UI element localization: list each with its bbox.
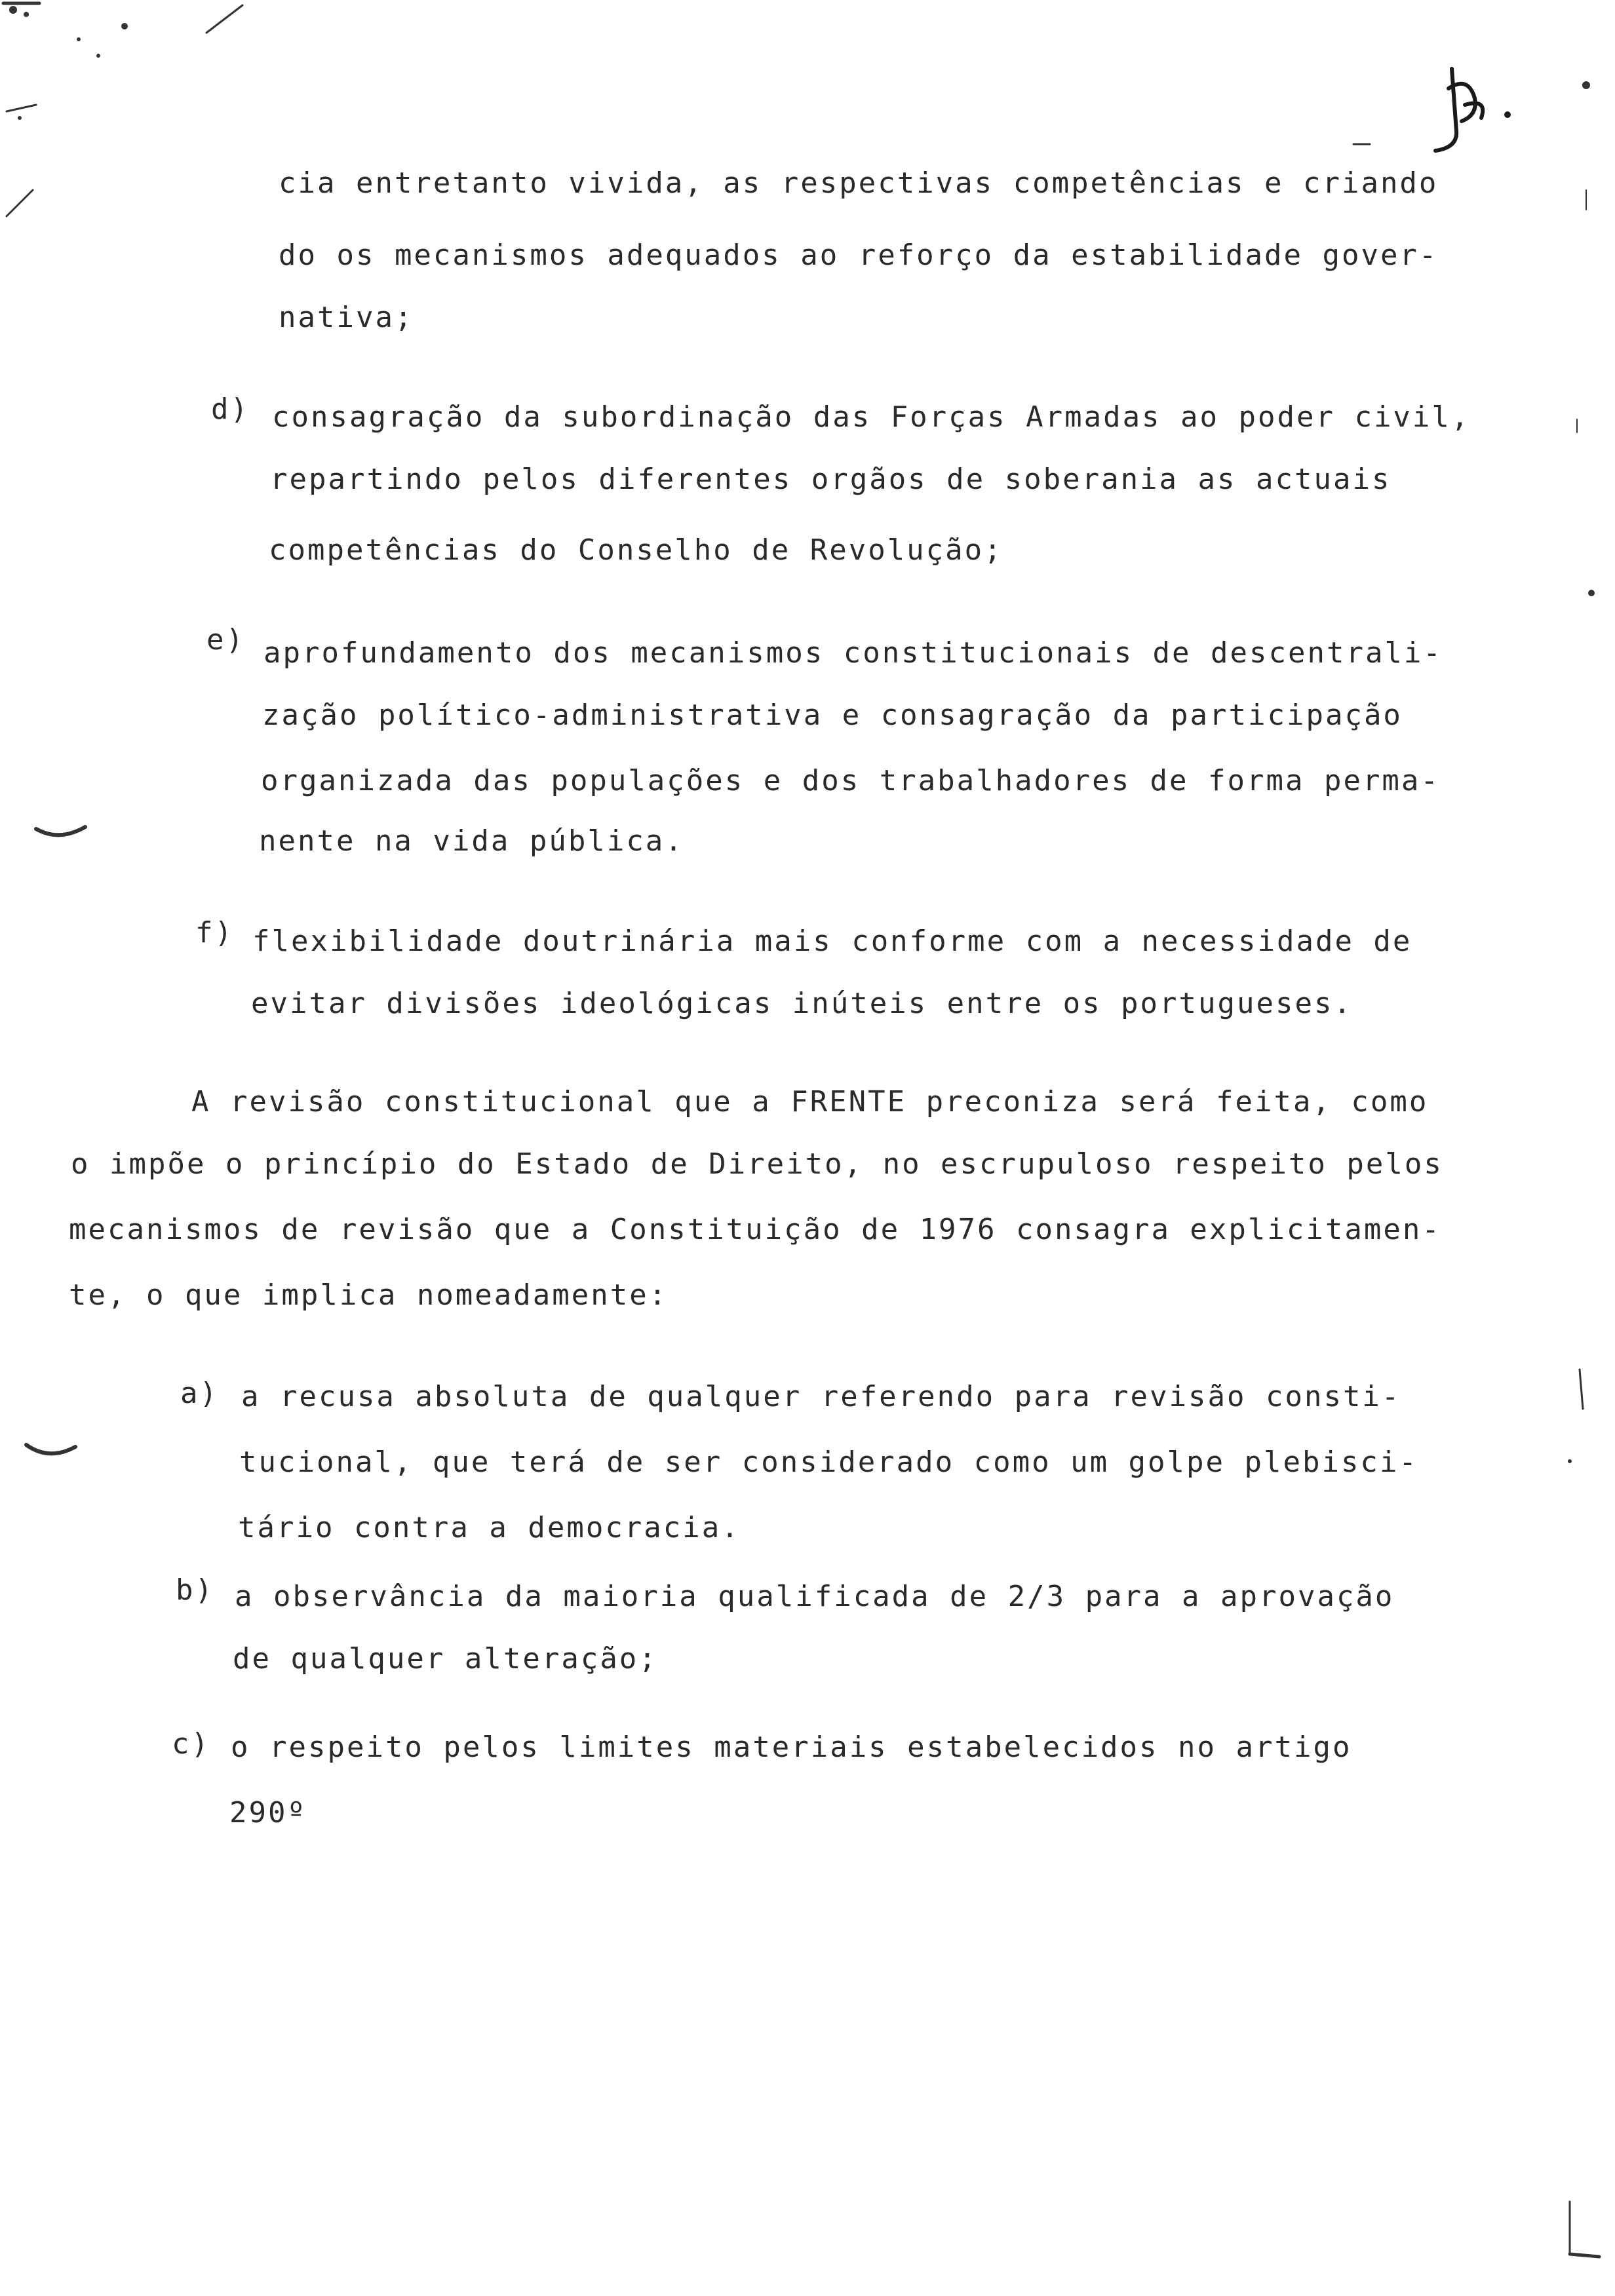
list-marker-f: f) — [195, 916, 234, 949]
list-marker-e: e) — [206, 623, 245, 657]
list-item-c-line: o respeito pelos limites materiais estabelecidos no artigo — [231, 1731, 1352, 1764]
list-marker-c: c) — [172, 1727, 210, 1761]
list-item-e-line: nente na vida pública. — [259, 824, 684, 858]
paragraph-line: o impõe o princípio do Estado de Direito, no escrupuloso respeito pelos — [71, 1147, 1443, 1181]
list-item-a-line: tucional, que terá de ser considerado como um golpe plebisci- — [239, 1445, 1418, 1479]
continuation-line: do os mecanismos adequados ao reforço da estabilidade gover- — [279, 239, 1439, 272]
handwritten-page-mark — [1416, 59, 1521, 164]
paragraph-line: te, o que implica nomeadamente: — [69, 1278, 669, 1312]
continuation-line: nativa; — [279, 301, 414, 334]
continuation-line: cia entretanto vivida, as respectivas competências e criando — [279, 166, 1439, 200]
list-item-a-line: tário contra a democracia. — [238, 1511, 741, 1544]
list-item-f-line: flexibilidade doutrinária mais conforme com a necessidade de — [252, 925, 1412, 958]
list-item-c-line: 290º — [229, 1796, 307, 1829]
list-item-d-line: competências do Conselho de Revolução; — [269, 533, 1003, 567]
list-item-e-line: aprofundamento dos mecanismos constitucionais de descentrali- — [263, 636, 1443, 670]
list-item-e-line: zação político-administrativa e consagração da participação — [262, 698, 1403, 732]
list-item-b-line: a observância da maioria qualificada de 2/3 para a aprovação — [235, 1580, 1395, 1613]
list-marker-b: b) — [176, 1573, 214, 1607]
paragraph-line: A revisão constitucional que a FRENTE preconiza será feita, como — [191, 1085, 1429, 1119]
paragraph-line: mecanismos de revisão que a Constituição de 1976 consagra explicitamen- — [69, 1213, 1441, 1246]
list-item-a-line: a recusa absoluta de qualquer referendo para revisão consti- — [241, 1380, 1401, 1413]
list-marker-d: d) — [211, 392, 250, 426]
list-item-b-line: de qualquer alteração; — [233, 1642, 658, 1675]
list-item-d-line: repartindo pelos diferentes orgãos de soberania as actuais — [270, 463, 1391, 496]
list-item-d-line: consagração da subordinação das Forças Armadas ao poder civil, — [272, 400, 1471, 434]
list-marker-a: a) — [180, 1377, 219, 1410]
list-item-e-line: organizada das populações e dos trabalhadores de forma perma- — [261, 764, 1440, 797]
list-item-f-line: evitar divisões ideológicas inúteis entre os portugueses. — [251, 987, 1353, 1020]
